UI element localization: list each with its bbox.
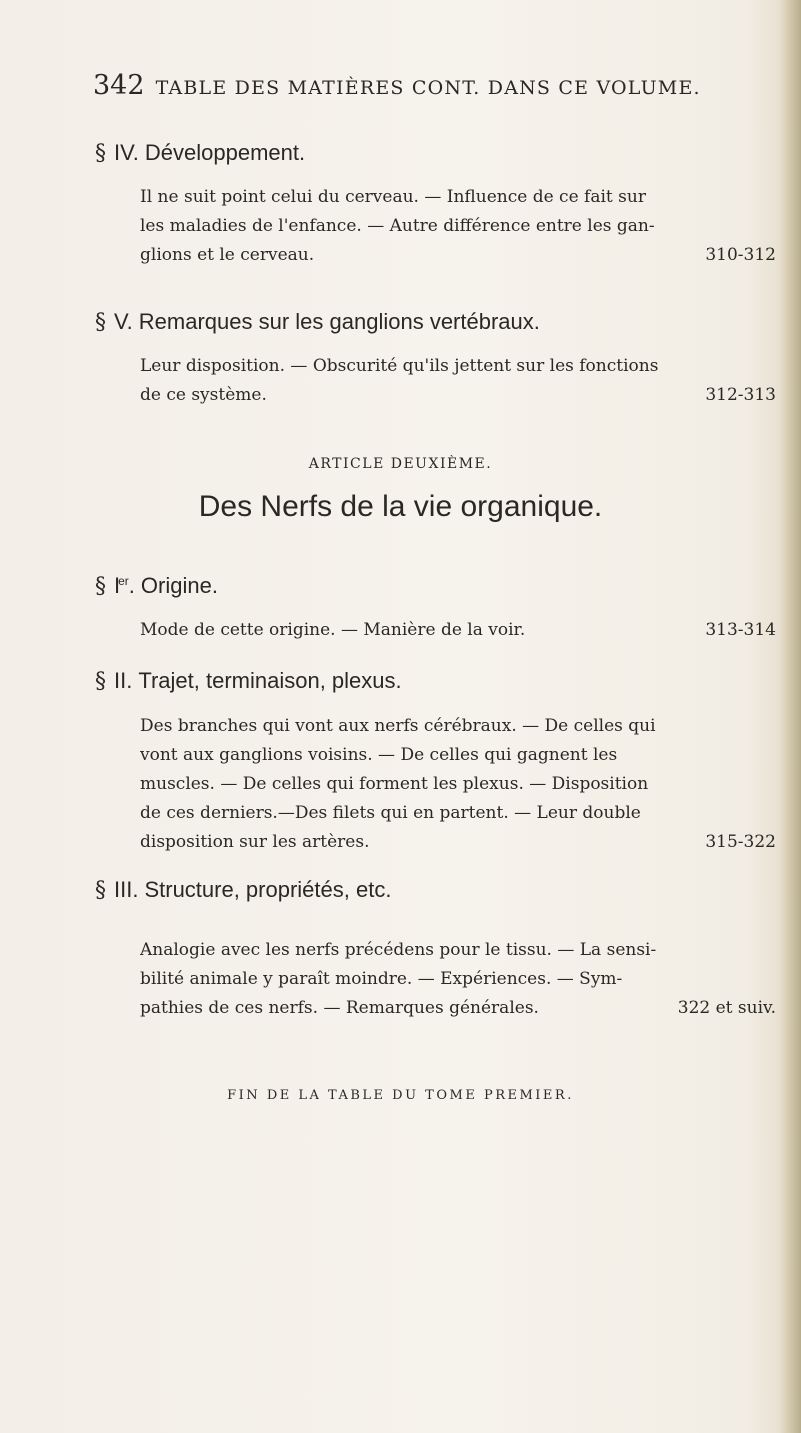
summary-line: muscles. — De celles qui forment les plexus. — Disposition [140, 774, 649, 794]
section-summary-i [140, 616, 776, 645]
page-edge-shadow [779, 0, 801, 1433]
page-range: 322 et suiv. [677, 998, 776, 1018]
summary-line: bilité animale y paraît moindre. — Expériences. — Sym- [140, 969, 623, 989]
page-range: 310-312 [705, 245, 776, 265]
section-summary-v [140, 352, 776, 410]
section-heading-v [95, 309, 540, 335]
section-sign: § [95, 574, 106, 599]
section-sign: § [95, 310, 106, 335]
section-numeral: Ier. [114, 573, 135, 598]
summary-line: Il ne suit point celui du cerveau. — Influence de ce fait sur [140, 187, 646, 207]
end-of-table-note: FIN DE LA TABLE DU TOME PREMIER. [227, 1088, 574, 1103]
summary-line: Analogie avec les nerfs précédens pour le tissu. — La sensi- [140, 940, 657, 960]
section-summary-ii [140, 712, 776, 857]
section-title: Développement. [144, 140, 306, 165]
summary-text: de ce système. [140, 385, 267, 405]
section-numeral: II. [114, 668, 133, 693]
summary-text: pathies de ces nerfs. — Remarques générales. [140, 998, 539, 1018]
page-number: 342 [93, 70, 145, 101]
summary-last-line [140, 994, 776, 1023]
section-numeral: V. [114, 309, 133, 334]
section-title: Structure, propriétés, etc. [144, 877, 392, 902]
summary-last-line [140, 241, 776, 270]
summary-line: Des branches qui vont aux nerfs cérébraux. — De celles qui [140, 716, 656, 736]
summary-last-line [140, 381, 776, 410]
section-sign: § [95, 878, 106, 903]
section-title: Remarques sur les ganglions vertébraux. [138, 309, 540, 334]
section-heading-iv [95, 140, 305, 166]
summary-line: Leur disposition. — Obscurité qu'ils jettent sur les fonctions [140, 356, 659, 376]
page-header [93, 70, 773, 106]
section-heading-i [95, 573, 218, 599]
page-range: 313-314 [705, 620, 776, 640]
page-range: 312-313 [705, 385, 776, 405]
summary-last-line [140, 616, 776, 645]
section-heading-ii [95, 668, 402, 694]
section-summary-iii [140, 936, 776, 1023]
summary-line: les maladies de l'enfance. — Autre différence entre les gan- [140, 216, 655, 236]
summary-text: Mode de cette origine. — Manière de la voir. [140, 620, 526, 640]
article-label: ARTICLE DEUXIÈME. [308, 456, 493, 472]
numeral-superscript: er [118, 573, 129, 588]
section-title: Trajet, terminaison, plexus. [138, 668, 402, 693]
summary-last-line [140, 828, 776, 857]
summary-text: glions et le cerveau. [140, 245, 315, 265]
page-range: 315-322 [705, 832, 776, 852]
section-title: Origine. [140, 573, 218, 598]
section-sign: § [95, 141, 106, 166]
section-numeral: IV. [114, 140, 139, 165]
section-sign: § [95, 669, 106, 694]
summary-line: de ces derniers.—Des filets qui en partent. — Leur double [140, 803, 641, 823]
section-heading-iii [95, 877, 391, 903]
article-title: Des Nerfs de la vie organique. [198, 490, 603, 523]
summary-line: vont aux ganglions voisins. — De celles qui gagnent les [140, 745, 618, 765]
summary-text: disposition sur les artères. [140, 832, 370, 852]
running-title: TABLE DES MATIÈRES CONT. DANS CE VOLUME. [155, 77, 701, 99]
section-summary-iv [140, 183, 776, 270]
section-numeral: III. [114, 877, 139, 902]
